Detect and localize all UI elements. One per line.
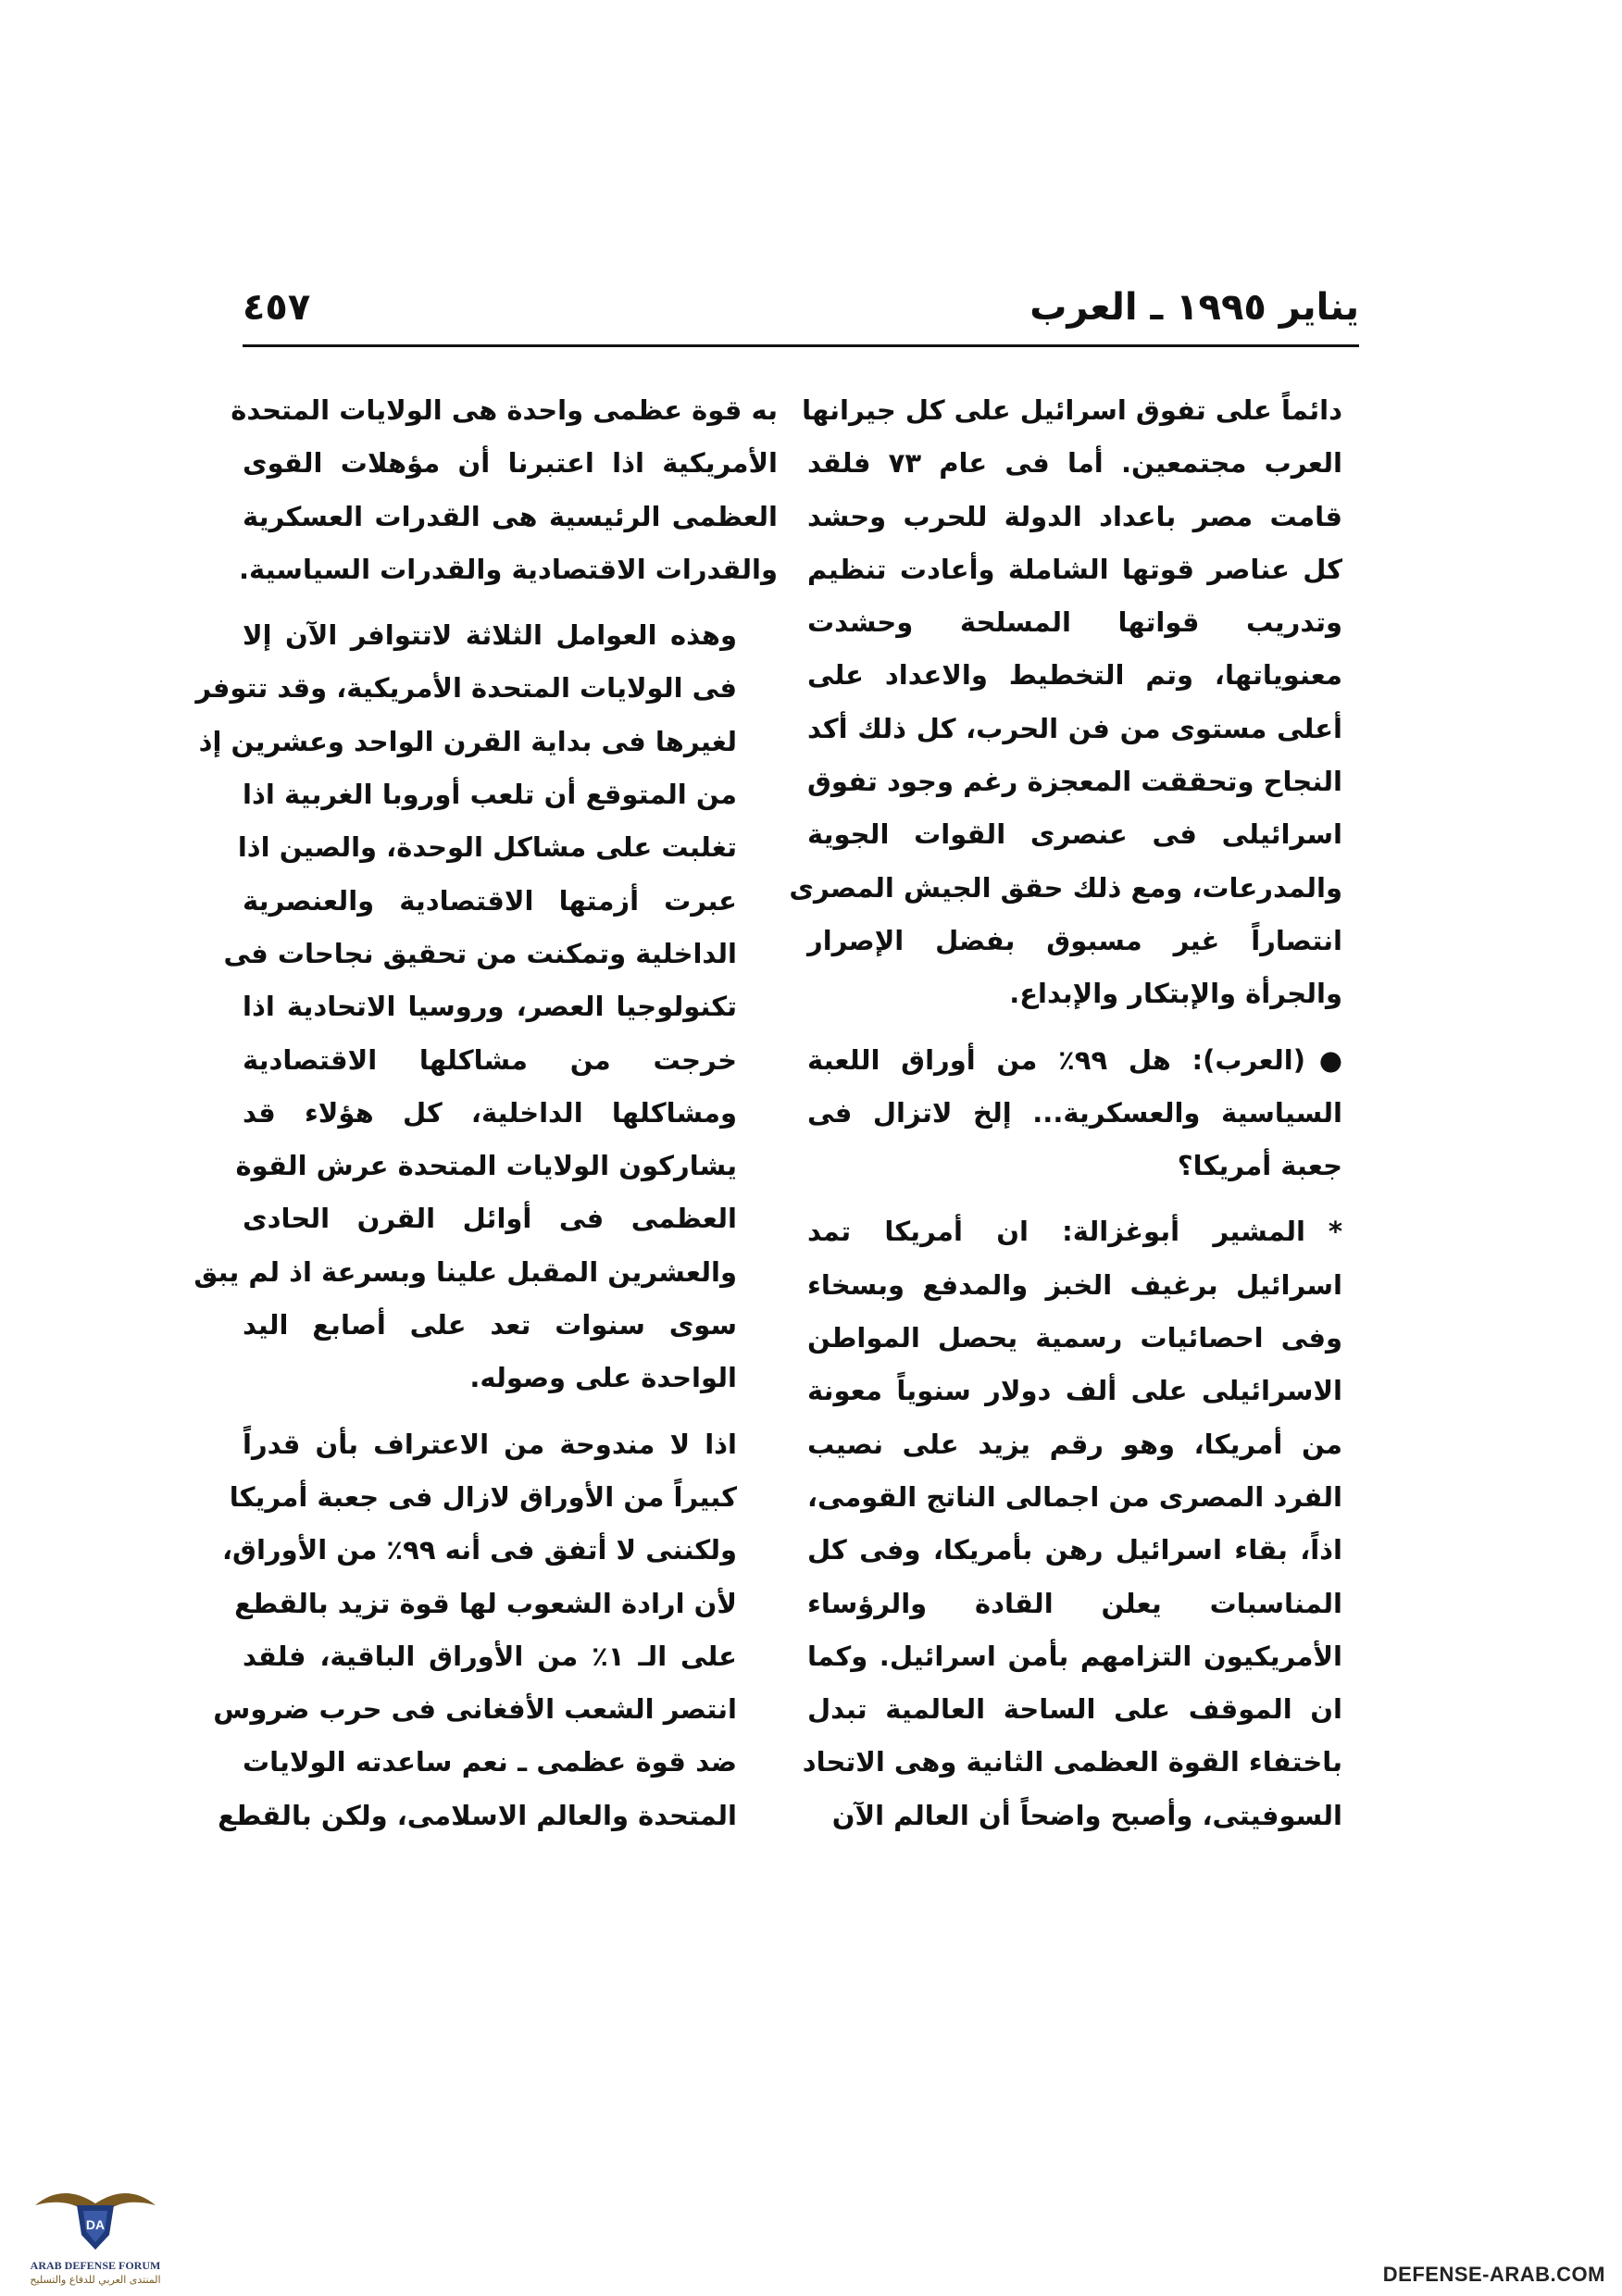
line-text: أعلى مستوى من فن الحرب، كل ذلك أكد	[807, 712, 1342, 744]
text-line	[234, 1578, 778, 1630]
line-text: على الـ ١٪ من الأوراق الباقية، فلقد	[243, 1640, 737, 1672]
text-line	[243, 1299, 778, 1352]
line-text: النجاح وتحققت المعجزة رغم وجود تفوق	[807, 766, 1342, 798]
line-text: والمدرعات، ومع ذلك حقق الجيش المصرى	[789, 871, 1342, 904]
line-text: فى الولايات المتحدة الأمريكية، وقد تتوفر	[195, 672, 737, 705]
line-text: من أمريكا، وهو رقم يزيد على نصيب	[807, 1428, 1342, 1460]
header-title: يناير ١٩٩٥ ـ العرب	[1029, 286, 1359, 329]
line-text: العظمى الرئيسية هى القدرات العسكرية	[243, 500, 778, 532]
text-line	[807, 649, 1342, 702]
text-line	[218, 1790, 778, 1842]
paragraph	[213, 1418, 778, 1842]
line-text: الواحدة على وصوله.	[469, 1362, 737, 1394]
text-line	[807, 1140, 1342, 1192]
text-line	[807, 596, 1342, 649]
line-text: عبرت أزمتها الاقتصادية والعنصرية	[243, 884, 737, 917]
line-text: العرب مجتمعين. أما فى عام ٧٣ فلقد	[807, 447, 1342, 480]
line-text: الاسرائيلى على ألف دولار سنوياً معونة	[807, 1375, 1342, 1407]
line-text: والقدرات الاقتصادية والقدرات السياسية.	[238, 553, 778, 585]
text-line	[802, 1736, 1342, 1789]
line-text: ولكننى لا أتفق فى أنه ٩٩٪ من الأوراق،	[222, 1534, 737, 1566]
text-line	[213, 1683, 778, 1736]
line-text: ومشاكلها الداخلية، كل هؤلاء قد	[243, 1096, 737, 1129]
line-text: الداخلية وتمكنت من تحقيق نجاحات فى	[223, 937, 737, 969]
line-text: المناسبات يعلن القادة والرؤساء	[807, 1587, 1342, 1619]
line-text: به قوة عظمى واحدة هى الولايات المتحدة	[231, 394, 778, 426]
line-text: السياسية والعسكرية... إلخ لاتزال فى	[807, 1096, 1342, 1129]
text-line	[807, 967, 1342, 1020]
text-line	[243, 980, 778, 1033]
text-line	[807, 1683, 1342, 1736]
text-line	[243, 1034, 778, 1087]
line-text: والعشرين المقبل علينا وبسرعة اذ لم يبق	[193, 1255, 737, 1288]
line-text: معنوياتها، وتم التخطيط والاعداد على	[807, 659, 1342, 692]
text-line	[195, 662, 778, 715]
text-line	[238, 543, 778, 596]
text-line	[807, 1418, 1342, 1471]
text-line	[807, 1790, 1342, 1842]
text-column-right	[789, 384, 1342, 1855]
line-text: كل عناصر قوتها الشاملة وأعادت تنظيم	[807, 553, 1342, 585]
text-line	[243, 1087, 778, 1140]
line-text: ان الموقف على الساحة العالمية تبدل	[807, 1693, 1342, 1726]
text-line	[243, 609, 778, 662]
logo-mark: DA	[85, 2217, 106, 2232]
text-line	[807, 1578, 1342, 1630]
logo-caption-ar: المنتدى العربي للدفاع والتسليح	[30, 2274, 161, 2286]
line-text: وهذه العوامل الثلاثة لاتتوافر الآن إلا	[243, 619, 737, 652]
line-text: (العرب): هل ٩٩٪ من أوراق اللعبة	[807, 1043, 1305, 1076]
text-line	[243, 1192, 778, 1245]
line-text: اذا لا مندوحة من الاعتراف بأن قدراً	[243, 1428, 737, 1460]
line-text: الفرد المصرى من اجمالى الناتج القومى،	[807, 1480, 1342, 1513]
text-line	[235, 1140, 778, 1192]
line-text: باختفاء القوة العظمى الثانية وهى الاتحاد	[802, 1746, 1342, 1778]
line-text: وتدريب قواتها المسلحة وحشدت	[807, 606, 1342, 639]
paragraph	[193, 609, 778, 1404]
text-line	[807, 1205, 1342, 1258]
paragraph	[802, 1205, 1342, 1842]
line-text: انتصاراً غير مسبوق بفضل الإصرار	[807, 924, 1342, 956]
text-line	[193, 1246, 778, 1299]
text-line	[243, 491, 778, 543]
text-line	[807, 1312, 1342, 1365]
line-text: سوى سنوات تعد على أصابع اليد	[243, 1309, 737, 1341]
text-line	[807, 1524, 1342, 1577]
forum-logo	[26, 2177, 165, 2289]
text-line	[807, 1471, 1342, 1524]
line-text: تكنولوجيا العصر، وروسيا الاتحادية اذا	[243, 991, 737, 1023]
text-line	[807, 1087, 1342, 1140]
text-line	[222, 1524, 778, 1577]
line-text: اذاً، بقاء اسرائيل رهن بأمريكا، وفى كل	[807, 1534, 1342, 1566]
text-line	[807, 1034, 1342, 1087]
line-text: العظمى فى أوائل القرن الحادى	[243, 1203, 737, 1235]
bullet-icon: ●	[1318, 1043, 1342, 1076]
text-line	[243, 437, 778, 490]
line-text: وفى احصائيات رسمية يحصل المواطن	[807, 1322, 1342, 1354]
site-watermark: DEFENSE-ARAB.COM	[1382, 2263, 1605, 2286]
text-line	[243, 1736, 778, 1789]
line-text: لغيرها فى بداية القرن الواحد وعشرين إذ	[198, 725, 737, 757]
text-line	[802, 384, 1342, 437]
line-text: يشاركون الولايات المتحدة عرش القوة	[235, 1150, 737, 1182]
paragraph	[789, 384, 1342, 1021]
line-text: جعبة أمريكا؟	[1177, 1150, 1342, 1182]
line-text: دائماً على تفوق اسرائيل على كل جيرانها	[802, 394, 1342, 426]
text-line	[243, 1630, 778, 1683]
text-line	[807, 915, 1342, 967]
line-text: تغلبت على مشاكل الوحدة، والصين اذا	[237, 831, 737, 864]
text-line	[789, 862, 1342, 915]
text-column-left	[193, 384, 778, 1855]
text-line	[223, 928, 778, 980]
text-line	[807, 437, 1342, 490]
text-line	[231, 384, 778, 437]
line-text: كبيراً من الأوراق لازال فى جعبة أمريكا	[229, 1480, 737, 1513]
logo-caption-en: ARAB DEFENSE FORUM	[30, 2259, 161, 2272]
text-line	[807, 1630, 1342, 1683]
line-text: المشير أبوغزالة: ان أمريكا تمد	[807, 1216, 1305, 1248]
text-line	[243, 1352, 778, 1404]
line-text: انتصر الشعب الأفغانى فى حرب ضروس	[213, 1693, 737, 1726]
text-line	[243, 875, 778, 928]
line-text: الأمريكيون التزامهم بأمن اسرائيل. وكما	[807, 1640, 1342, 1672]
text-line	[237, 821, 778, 874]
eagle-shield-icon	[26, 2177, 165, 2261]
text-line	[807, 1259, 1342, 1312]
line-text: اسرائيلى فى عنصرى القوات الجوية	[807, 818, 1342, 851]
paragraph	[231, 384, 778, 596]
line-text: من المتوقع أن تلعب أوروبا الغربية اذا	[243, 779, 737, 811]
line-text: لأن ارادة الشعوب لها قوة تزيد بالقطع	[234, 1587, 737, 1619]
text-line	[807, 755, 1342, 808]
text-line	[229, 1471, 778, 1524]
text-line	[243, 768, 778, 821]
line-text: الأمريكية اذا اعتبرنا أن مؤهلات القوى	[243, 447, 778, 480]
header-rule	[243, 344, 1359, 347]
line-text: خرجت من مشاكلها الاقتصادية	[243, 1043, 737, 1076]
text-line	[807, 1365, 1342, 1417]
line-text: ضد قوة عظمى ـ نعم ساعدته الولايات	[243, 1746, 737, 1778]
line-text: اسرائيل برغيف الخبز والمدفع وبسخاء	[807, 1268, 1342, 1301]
page-number: ٤٥٧	[243, 286, 311, 329]
text-line	[198, 716, 778, 768]
text-line	[807, 808, 1342, 861]
line-text: السوفيتى، وأصبح واضحاً أن العالم الآن	[831, 1799, 1342, 1831]
text-line	[243, 1418, 778, 1471]
line-text: المتحدة والعالم الاسلامى، ولكن بالقطع	[218, 1799, 737, 1831]
line-text: قامت مصر باعداد الدولة للحرب وحشد	[807, 500, 1342, 532]
text-line	[807, 543, 1342, 596]
text-line	[807, 491, 1342, 543]
line-text: والجرأة والإبتكار والإبداع.	[1009, 978, 1342, 1010]
text-line	[807, 703, 1342, 755]
paragraph	[807, 1034, 1342, 1193]
running-header	[243, 278, 1359, 337]
bullet-icon: *	[1328, 1216, 1342, 1248]
